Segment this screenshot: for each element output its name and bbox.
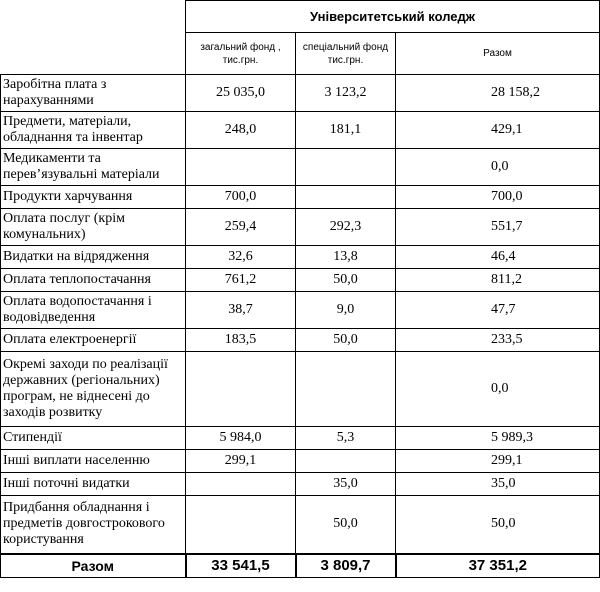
row-label: Придбання обладнання і предметів довгострокового користування [1,496,186,554]
general-fund-value: 299,1 [186,450,296,473]
general-fund-value [186,149,296,186]
total-value: 0,0 [396,352,600,427]
special-fund-value [296,352,396,427]
totals-label: Разом [1,554,186,578]
table-row [1,496,600,554]
header-empty-cell [1,1,186,75]
total-value: 0,0 [396,149,600,186]
total-value: 811,2 [396,269,600,292]
special-fund-value [296,149,396,186]
total-value: 5 989,3 [396,427,600,450]
special-fund-value: 13,8 [296,246,396,269]
total-value: 700,0 [396,186,600,209]
table-row [1,186,600,209]
total-value: 46,4 [396,246,600,269]
special-fund-value: 9,0 [296,292,396,329]
row-label: Інші виплати населенню [1,450,186,473]
general-fund-value: 32,6 [186,246,296,269]
totals-special-fund: 3 809,7 [296,554,396,578]
table-row [1,329,600,352]
general-fund-value: 259,4 [186,209,296,246]
general-fund-value [186,496,296,554]
total-value: 28 158,2 [396,75,600,112]
general-fund-value: 38,7 [186,292,296,329]
special-fund-value: 50,0 [296,329,396,352]
row-label: Продукти харчування [1,186,186,209]
table-row [1,427,600,450]
table-row [1,352,600,427]
row-label: Оплата послуг (крім комунальних) [1,209,186,246]
table-row [1,473,600,496]
column-header-general-fund: загальний фонд , тис.грн. [186,33,296,75]
special-fund-value: 35,0 [296,473,396,496]
special-fund-value: 50,0 [296,269,396,292]
row-label: Медикаменти та перев’язувальні матеріали [1,149,186,186]
special-fund-value [296,186,396,209]
row-label: Інші поточні видатки [1,473,186,496]
special-fund-value: 181,1 [296,112,396,149]
general-fund-value: 700,0 [186,186,296,209]
table-row [1,269,600,292]
special-fund-value: 50,0 [296,496,396,554]
column-header-special-fund: спеціальний фонд тис.грн. [296,33,396,75]
table-row [1,450,600,473]
table-title: Університетський коледж [186,1,600,33]
row-label: Стипендії [1,427,186,450]
general-fund-value: 25 035,0 [186,75,296,112]
general-fund-value: 5 984,0 [186,427,296,450]
row-label: Окремі заходи по реалізації державних (регіональних) програм, не віднесені до заходів розвитку [1,352,186,427]
table-row [1,209,600,246]
total-value: 551,7 [396,209,600,246]
totals-general-fund: 33 541,5 [186,554,296,578]
total-value: 299,1 [396,450,600,473]
row-label: Заробітна плата з нарахуваннями [1,75,186,112]
row-label: Видатки на відрядження [1,246,186,269]
total-value: 429,1 [396,112,600,149]
total-value: 50,0 [396,496,600,554]
table-row [1,246,600,269]
row-label: Оплата теплопостачання [1,269,186,292]
row-label: Оплата водопостачання і водовідведення [1,292,186,329]
header-title-row [1,1,600,33]
general-fund-value: 248,0 [186,112,296,149]
special-fund-value: 5,3 [296,427,396,450]
row-label: Предмети, матеріали, обладнання та інвентар [1,112,186,149]
table-row [1,75,600,112]
total-value: 233,5 [396,329,600,352]
special-fund-value [296,450,396,473]
column-header-total: Разом [396,33,600,75]
general-fund-value: 761,2 [186,269,296,292]
row-label: Оплата електроенергії [1,329,186,352]
special-fund-value: 3 123,2 [296,75,396,112]
table-row [1,149,600,186]
table-row [1,292,600,329]
general-fund-value [186,352,296,427]
general-fund-value [186,473,296,496]
totals-row [1,554,600,578]
special-fund-value: 292,3 [296,209,396,246]
total-value: 35,0 [396,473,600,496]
total-value: 47,7 [396,292,600,329]
table-row [1,112,600,149]
general-fund-value: 183,5 [186,329,296,352]
totals-total: 37 351,2 [396,554,600,578]
